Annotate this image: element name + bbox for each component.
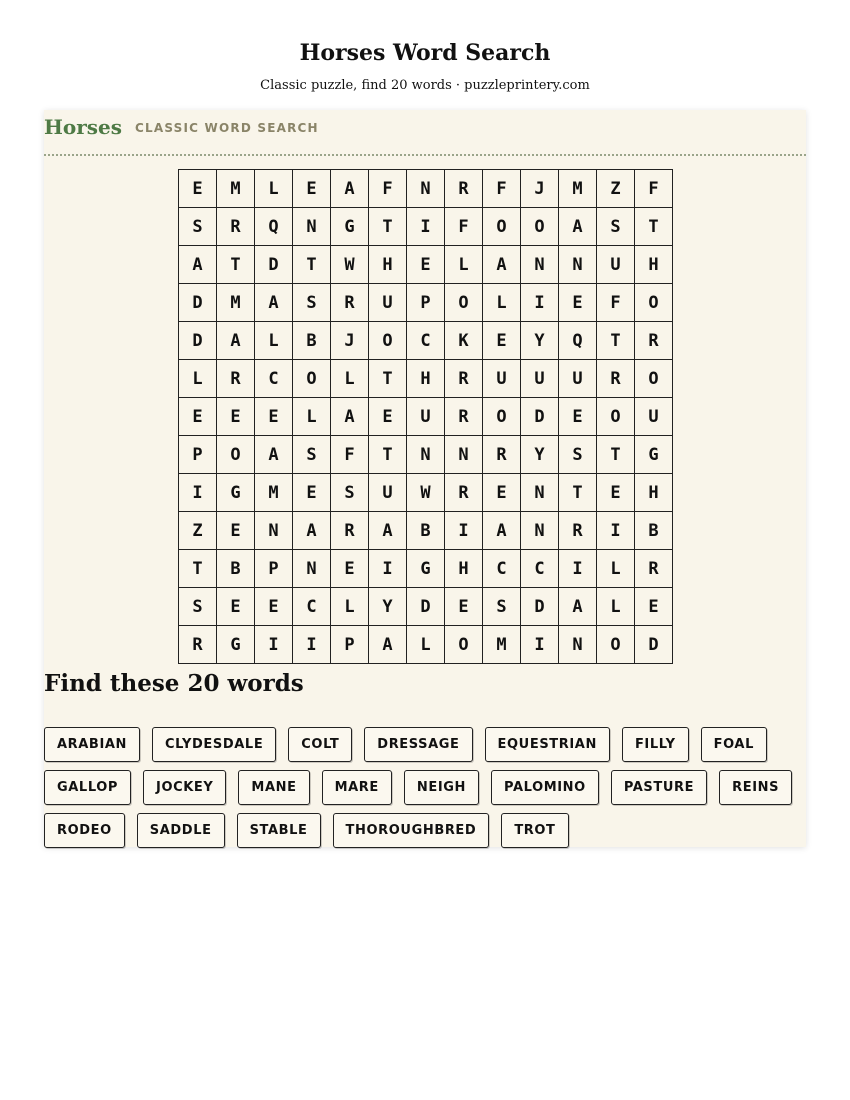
grid-cell[interactable]: N: [559, 626, 597, 664]
grid-cell[interactable]: P: [255, 550, 293, 588]
grid-cell[interactable]: G: [635, 436, 673, 474]
grid-cell[interactable]: H: [369, 246, 407, 284]
grid-cell[interactable]: J: [331, 322, 369, 360]
grid-cell[interactable]: F: [331, 436, 369, 474]
grid-cell[interactable]: U: [369, 474, 407, 512]
grid-cell[interactable]: D: [255, 246, 293, 284]
grid-cell[interactable]: C: [483, 550, 521, 588]
grid-cell[interactable]: T: [597, 322, 635, 360]
grid-cell[interactable]: T: [179, 550, 217, 588]
grid-cell[interactable]: R: [635, 322, 673, 360]
word-chip[interactable]: NEIGH: [404, 770, 479, 805]
grid-cell[interactable]: A: [293, 512, 331, 550]
grid-cell[interactable]: I: [179, 474, 217, 512]
word-chip[interactable]: GALLOP: [44, 770, 131, 805]
grid-cell[interactable]: U: [521, 360, 559, 398]
word-chip[interactable]: PASTURE: [611, 770, 707, 805]
grid-cell[interactable]: R: [559, 512, 597, 550]
word-chip[interactable]: REINS: [719, 770, 792, 805]
grid-cell[interactable]: I: [559, 550, 597, 588]
grid-cell[interactable]: S: [179, 588, 217, 626]
word-chip[interactable]: COLT: [288, 727, 352, 762]
grid-cell[interactable]: A: [369, 512, 407, 550]
word-list-heading: Find these 20 words: [44, 670, 304, 697]
grid-cell[interactable]: F: [597, 284, 635, 322]
grid-cell[interactable]: F: [369, 170, 407, 208]
grid-cell[interactable]: E: [217, 398, 255, 436]
grid-cell[interactable]: G: [407, 550, 445, 588]
grid-cell[interactable]: E: [369, 398, 407, 436]
grid-cell[interactable]: L: [255, 170, 293, 208]
grid-cell[interactable]: I: [597, 512, 635, 550]
grid-cell[interactable]: M: [559, 170, 597, 208]
grid-cell[interactable]: R: [217, 360, 255, 398]
grid-cell[interactable]: S: [179, 208, 217, 246]
grid-cell[interactable]: U: [369, 284, 407, 322]
word-row: [44, 770, 804, 805]
grid-cell[interactable]: I: [255, 626, 293, 664]
grid-cell[interactable]: E: [293, 170, 331, 208]
page-subtitle: Classic puzzle, find 20 words · puzzleprintery.com: [260, 78, 590, 93]
grid-cell[interactable]: A: [179, 246, 217, 284]
grid-cell[interactable]: B: [293, 322, 331, 360]
grid-cell[interactable]: O: [597, 626, 635, 664]
grid-cell[interactable]: W: [407, 474, 445, 512]
grid-cell[interactable]: H: [635, 246, 673, 284]
grid-cell[interactable]: A: [483, 512, 521, 550]
grid-cell[interactable]: P: [331, 626, 369, 664]
grid-cell[interactable]: A: [331, 398, 369, 436]
word-row: [44, 727, 779, 762]
grid-cell[interactable]: A: [217, 322, 255, 360]
grid-cell[interactable]: D: [521, 588, 559, 626]
grid-cell[interactable]: J: [521, 170, 559, 208]
grid-cell[interactable]: N: [521, 246, 559, 284]
word-chip[interactable]: SADDLE: [137, 813, 225, 848]
grid-cell[interactable]: U: [407, 398, 445, 436]
grid-cell[interactable]: D: [635, 626, 673, 664]
grid-cell[interactable]: I: [445, 512, 483, 550]
grid-cell[interactable]: S: [483, 588, 521, 626]
word-chip[interactable]: STABLE: [237, 813, 321, 848]
grid-cell[interactable]: E: [407, 246, 445, 284]
grid-cell[interactable]: C: [521, 550, 559, 588]
puzzle-theme-title: Horses: [44, 115, 123, 139]
grid-cell[interactable]: U: [559, 360, 597, 398]
grid-cell[interactable]: L: [597, 550, 635, 588]
grid-cell[interactable]: U: [597, 246, 635, 284]
grid-cell[interactable]: E: [635, 588, 673, 626]
grid-cell[interactable]: A: [255, 284, 293, 322]
grid-cell[interactable]: M: [255, 474, 293, 512]
grid-cell[interactable]: I: [407, 208, 445, 246]
grid-cell[interactable]: Y: [521, 322, 559, 360]
grid-cell[interactable]: A: [331, 170, 369, 208]
word-chip[interactable]: FILLY: [622, 727, 689, 762]
grid-cell[interactable]: M: [217, 284, 255, 322]
grid-cell[interactable]: A: [559, 208, 597, 246]
puzzle-card: [44, 110, 806, 847]
grid-cell[interactable]: E: [179, 398, 217, 436]
word-row: [44, 813, 581, 848]
grid-cell[interactable]: H: [635, 474, 673, 512]
grid-cell[interactable]: N: [293, 550, 331, 588]
grid-cell[interactable]: F: [483, 170, 521, 208]
grid-cell[interactable]: E: [217, 512, 255, 550]
grid-cell[interactable]: N: [521, 474, 559, 512]
grid-cell[interactable]: C: [293, 588, 331, 626]
grid-cell[interactable]: E: [483, 474, 521, 512]
grid-cell[interactable]: R: [445, 170, 483, 208]
grid-cell[interactable]: R: [597, 360, 635, 398]
grid-cell[interactable]: R: [445, 360, 483, 398]
grid-cell[interactable]: O: [635, 284, 673, 322]
grid-cell[interactable]: E: [559, 284, 597, 322]
grid-cell[interactable]: N: [559, 246, 597, 284]
grid-cell[interactable]: S: [559, 436, 597, 474]
grid-cell[interactable]: R: [445, 398, 483, 436]
grid-cell[interactable]: N: [407, 170, 445, 208]
grid-cell[interactable]: Q: [255, 208, 293, 246]
word-chip[interactable]: MARE: [322, 770, 392, 805]
grid-cell[interactable]: M: [217, 170, 255, 208]
letter-grid[interactable]: [178, 169, 673, 664]
grid-cell[interactable]: E: [445, 588, 483, 626]
grid-cell[interactable]: H: [407, 360, 445, 398]
grid-cell[interactable]: E: [331, 550, 369, 588]
grid-cell[interactable]: G: [331, 208, 369, 246]
word-chip[interactable]: THOROUGHBRED: [333, 813, 490, 848]
grid-cell[interactable]: O: [521, 208, 559, 246]
page-title: Horses Word Search: [299, 40, 551, 66]
grid-cell[interactable]: R: [331, 284, 369, 322]
grid-cell[interactable]: Z: [597, 170, 635, 208]
grid-cell[interactable]: R: [635, 550, 673, 588]
grid-cell[interactable]: L: [597, 588, 635, 626]
grid-cell[interactable]: E: [483, 322, 521, 360]
grid-cell[interactable]: U: [483, 360, 521, 398]
word-chip[interactable]: JOCKEY: [143, 770, 226, 805]
grid-cell[interactable]: O: [217, 436, 255, 474]
grid-cell[interactable]: P: [179, 436, 217, 474]
puzzle-type-label: CLASSIC WORD SEARCH: [135, 121, 319, 135]
grid-cell[interactable]: S: [293, 436, 331, 474]
grid-cell[interactable]: O: [635, 360, 673, 398]
grid-cell[interactable]: T: [597, 436, 635, 474]
grid-cell[interactable]: A: [559, 588, 597, 626]
grid-cell[interactable]: E: [255, 588, 293, 626]
grid-cell[interactable]: R: [217, 208, 255, 246]
grid-cell[interactable]: L: [407, 626, 445, 664]
grid-cell[interactable]: O: [369, 322, 407, 360]
grid-cell[interactable]: I: [293, 626, 331, 664]
grid-cell[interactable]: L: [179, 360, 217, 398]
word-chip[interactable]: ARABIAN: [44, 727, 140, 762]
grid-cell[interactable]: O: [445, 284, 483, 322]
word-chip[interactable]: MANE: [238, 770, 309, 805]
grid-cell[interactable]: U: [635, 398, 673, 436]
grid-cell[interactable]: I: [369, 550, 407, 588]
grid-cell[interactable]: C: [407, 322, 445, 360]
grid-cell[interactable]: T: [635, 208, 673, 246]
grid-cell[interactable]: S: [597, 208, 635, 246]
word-chip[interactable]: DRESSAGE: [364, 727, 472, 762]
grid-cell[interactable]: D: [521, 398, 559, 436]
grid-cell[interactable]: E: [255, 398, 293, 436]
word-chip[interactable]: TROT: [501, 813, 568, 848]
grid-cell[interactable]: T: [559, 474, 597, 512]
grid-cell[interactable]: L: [445, 246, 483, 284]
grid-cell[interactable]: O: [597, 398, 635, 436]
grid-cell[interactable]: C: [255, 360, 293, 398]
grid-cell[interactable]: S: [331, 474, 369, 512]
grid-cell[interactable]: D: [407, 588, 445, 626]
grid-cell[interactable]: P: [407, 284, 445, 322]
grid-cell[interactable]: R: [445, 474, 483, 512]
word-chip[interactable]: RODEO: [44, 813, 125, 848]
grid-cell[interactable]: E: [293, 474, 331, 512]
grid-cell[interactable]: R: [483, 436, 521, 474]
grid-cell[interactable]: I: [521, 626, 559, 664]
grid-cell[interactable]: N: [445, 436, 483, 474]
grid-cell[interactable]: T: [369, 360, 407, 398]
grid-cell[interactable]: A: [255, 436, 293, 474]
grid-cell[interactable]: F: [445, 208, 483, 246]
grid-cell[interactable]: L: [331, 360, 369, 398]
grid-cell[interactable]: M: [483, 626, 521, 664]
grid-cell[interactable]: N: [521, 512, 559, 550]
grid-cell[interactable]: N: [255, 512, 293, 550]
grid-cell[interactable]: B: [217, 550, 255, 588]
grid-cell[interactable]: E: [179, 170, 217, 208]
grid-cell[interactable]: L: [293, 398, 331, 436]
word-chip[interactable]: PALOMINO: [491, 770, 599, 805]
grid-cell[interactable]: T: [369, 208, 407, 246]
word-chip[interactable]: CLYDESDALE: [152, 727, 276, 762]
grid-cell[interactable]: A: [369, 626, 407, 664]
grid-cell[interactable]: S: [293, 284, 331, 322]
grid-cell[interactable]: G: [217, 474, 255, 512]
grid-cell[interactable]: G: [217, 626, 255, 664]
grid-cell[interactable]: O: [293, 360, 331, 398]
grid-cell[interactable]: B: [407, 512, 445, 550]
grid-cell[interactable]: A: [483, 246, 521, 284]
grid-cell[interactable]: W: [331, 246, 369, 284]
grid-cell[interactable]: B: [635, 512, 673, 550]
grid-cell[interactable]: N: [293, 208, 331, 246]
grid-cell[interactable]: O: [445, 626, 483, 664]
grid-cell[interactable]: L: [483, 284, 521, 322]
card-header: [44, 110, 806, 156]
grid-cell[interactable]: L: [255, 322, 293, 360]
grid-cell[interactable]: Y: [521, 436, 559, 474]
grid-cell[interactable]: Z: [179, 512, 217, 550]
grid-cell[interactable]: R: [179, 626, 217, 664]
grid-cell[interactable]: R: [331, 512, 369, 550]
grid-cell[interactable]: T: [293, 246, 331, 284]
grid-cell[interactable]: Y: [369, 588, 407, 626]
grid-cell[interactable]: E: [559, 398, 597, 436]
grid-cell[interactable]: E: [597, 474, 635, 512]
grid-cell[interactable]: D: [179, 322, 217, 360]
grid-cell[interactable]: H: [445, 550, 483, 588]
word-chip[interactable]: EQUESTRIAN: [485, 727, 610, 762]
word-chip[interactable]: FOAL: [701, 727, 767, 762]
grid-cell[interactable]: F: [635, 170, 673, 208]
grid-cell[interactable]: O: [483, 208, 521, 246]
grid-cell[interactable]: N: [407, 436, 445, 474]
grid-cell[interactable]: L: [331, 588, 369, 626]
grid-cell[interactable]: K: [445, 322, 483, 360]
grid-cell[interactable]: Q: [559, 322, 597, 360]
grid-cell[interactable]: E: [217, 588, 255, 626]
grid-cell[interactable]: T: [217, 246, 255, 284]
grid-cell[interactable]: D: [179, 284, 217, 322]
grid-cell[interactable]: I: [521, 284, 559, 322]
grid-cell[interactable]: O: [483, 398, 521, 436]
grid-cell[interactable]: T: [369, 436, 407, 474]
